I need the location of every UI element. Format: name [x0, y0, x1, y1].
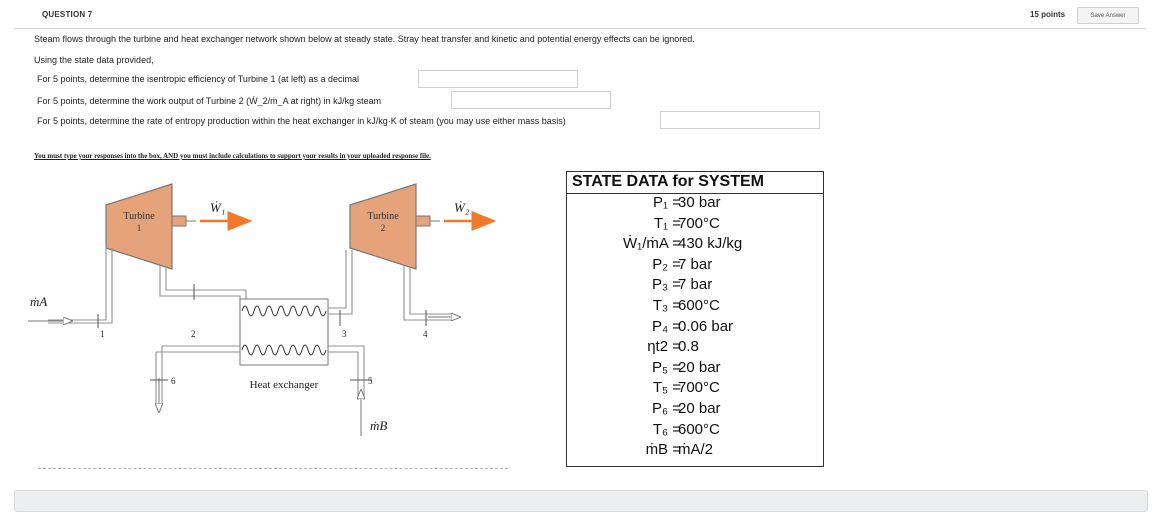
prompt-3: For 5 points, determine the rate of entropy production within the heat exchanger in kJ/kg·K of steam (you may use either mass basis) [37, 116, 566, 126]
state-row-label: T₃ = [652, 297, 681, 314]
turbine-heat-exchanger-diagram [28, 168, 558, 464]
state-4-label: 4 [423, 329, 428, 339]
mass-flow-b-label: ṁB [370, 418, 388, 433]
save-answer-button[interactable]: Save Answer [1077, 7, 1139, 24]
state-5-label: 5 [368, 376, 373, 386]
answer-field-1[interactable] [418, 70, 578, 88]
mass-flow-a-label: ṁA [30, 294, 48, 309]
state-row [567, 235, 823, 256]
state-row [567, 297, 823, 318]
state-row [567, 379, 823, 400]
state-row-label: T₅ = [652, 379, 681, 397]
points-label: 15 points [1030, 10, 1066, 19]
state-row [567, 256, 823, 277]
state-row-label: Ẇ₁/ṁA = [623, 235, 681, 253]
state-row [567, 338, 823, 359]
state-row [567, 318, 823, 339]
heat-exchanger [240, 299, 328, 391]
question-title: QUESTION 7 [42, 10, 93, 19]
dashed-divider [38, 468, 508, 471]
answer-field-2[interactable] [451, 91, 611, 109]
state-row-value: 20 bar [678, 400, 721, 417]
state-row-value: 30 bar [678, 194, 721, 211]
state-row [567, 276, 823, 297]
state-2-label: 2 [191, 329, 196, 339]
turbine-2-label: Turbine [367, 211, 399, 222]
state-1-label: 1 [100, 329, 105, 339]
state-data-table [566, 171, 824, 467]
state-row-value: 0.06 bar [678, 317, 734, 335]
state-row-label: P₆ = [652, 400, 681, 417]
turbine-2-number: 2 [380, 223, 386, 233]
question-header [14, 0, 1146, 29]
state-row-value: ṁA/2 [678, 441, 714, 459]
state-row-value: 7 bar [678, 255, 713, 273]
state-6-label: 6 [171, 376, 176, 386]
next-question-bar [14, 490, 1148, 512]
state-row-value: 20 bar [678, 358, 721, 376]
state-row-label: ṁB = [645, 441, 681, 459]
answer-field-3[interactable] [660, 111, 820, 129]
state-row [567, 400, 823, 421]
state-row [567, 359, 823, 380]
state-row-label: T₁ = [653, 214, 681, 232]
state-row-value: 700°C [678, 379, 720, 397]
state-row-value: 600°C [678, 420, 720, 438]
state-table-title: STATE DATA for SYSTEM [572, 173, 764, 190]
work-1-label: Ẇ₁ [210, 200, 226, 215]
state-row-label: P₅ = [652, 358, 681, 376]
state-row-value: 430 kJ/kg [678, 235, 743, 253]
turbine-1-number: 1 [136, 223, 142, 233]
state-row [567, 194, 823, 215]
state-row-label: P₂ = [652, 255, 681, 273]
work-2-label: Ẇ₂ [454, 200, 470, 215]
turbine-1-label: Turbine [123, 211, 155, 222]
state-3-label: 3 [342, 329, 347, 339]
heat-exchanger-label: Heat exchanger [249, 379, 319, 391]
state-row [567, 215, 823, 236]
state-row-label: T₆ = [652, 420, 681, 438]
state-row-label: P₄ = [651, 317, 681, 335]
turbine-2 [350, 184, 440, 269]
state-row [567, 441, 823, 462]
notice-text: You must type your responses into the box, AND you must include calculations to support your results in your uploaded response file. [34, 152, 431, 160]
prompt-1: For 5 points, determine the isentropic efficiency of Turbine 1 (at left) as a decimal [37, 74, 359, 84]
prompt-2: For 5 points, determine the work output of Turbine 2 (Ẇ_2/ṁ_A at right) in kJ/kg steam [37, 96, 382, 106]
state-row-label: ηt2 = [647, 338, 681, 356]
state-row [567, 421, 823, 442]
state-row-label: P₃ = [651, 276, 681, 294]
state-row-value: 700°C [678, 214, 720, 232]
state-row-value: 7 bar [678, 276, 713, 294]
question-intro: Steam flows through the turbine and heat exchanger network shown below at steady state. Stray heat transfer and kinetic and potential energy effects can be ignored. [34, 34, 695, 44]
state-row-value: 0.8 [678, 338, 699, 356]
state-row-value: 600°C [678, 297, 720, 314]
turbine-1 [106, 184, 196, 269]
question-using: Using the state data provided, [34, 55, 154, 65]
state-row-label: P₁ = [653, 194, 681, 211]
